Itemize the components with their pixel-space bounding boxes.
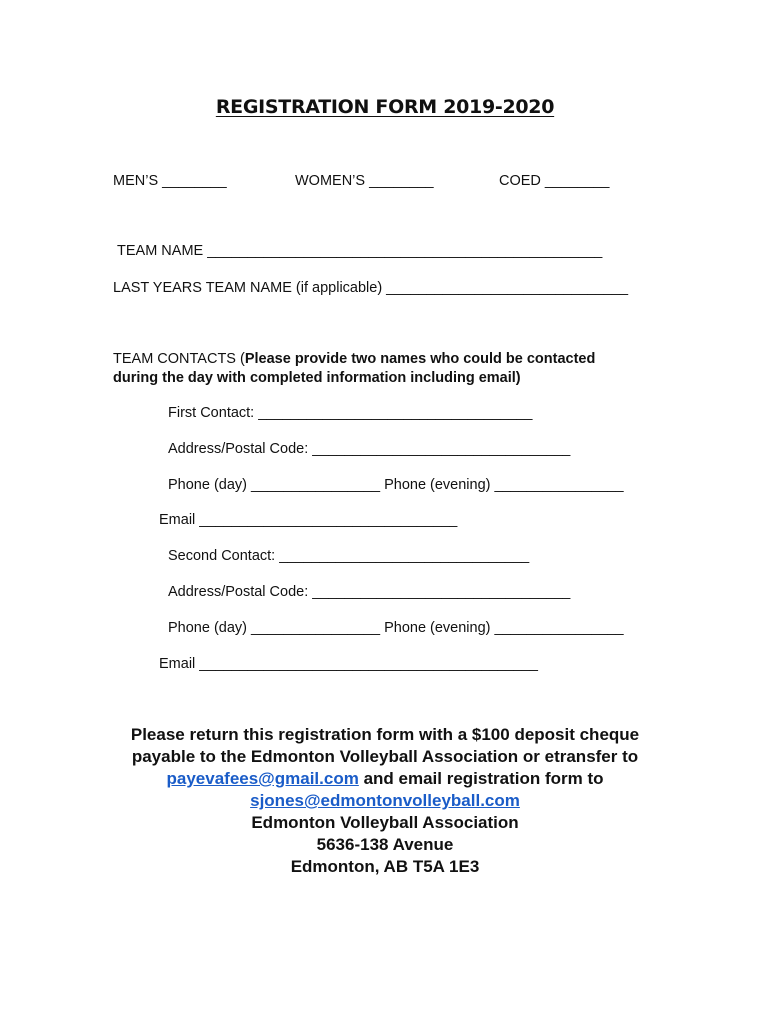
second-contact-name-field[interactable]: Second Contact: _______________________________ [168,548,530,564]
team-contacts-label: TEAM CONTACTS ( [113,351,245,367]
first-contact-email-field[interactable]: Email ________________________________ [159,512,458,528]
first-contact-phone-field[interactable]: Phone (day) ________________ Phone (evening) ________________ [168,477,624,493]
team-contacts-instructions-cont: during the day with completed information including email) [113,370,521,386]
return-instructions [0,724,770,878]
womens-division-field[interactable]: WOMEN’S ________ [295,173,434,189]
return-instructions-line1: Please return this registration form with a $100 deposit cheque [130,725,640,744]
second-contact-address-field[interactable]: Address/Postal Code: ________________________________ [168,584,571,600]
association-city: Edmonton, AB T5A 1E3 [290,857,480,876]
association-street: 5636-138 Avenue [316,835,454,854]
team-contacts-intro [113,351,595,367]
return-instructions-line3-text: and email registration form to [358,769,604,788]
registration-email-link[interactable]: sjones@edmontonvolleyball.com [250,791,520,810]
second-contact-email-field[interactable]: Email __________________________________________ [159,656,538,672]
first-contact-address-field[interactable]: Address/Postal Code: ________________________________ [168,441,571,457]
return-instructions-line2: payable to the Edmonton Volleyball Association or etransfer to [131,747,639,766]
mens-division-field[interactable]: MEN’S ________ [113,173,227,189]
page-title: REGISTRATION FORM 2019-2020 [215,96,555,118]
first-contact-name-field[interactable]: First Contact: __________________________________ [168,405,533,421]
second-contact-phone-field[interactable]: Phone (day) ________________ Phone (evening) ________________ [168,620,624,636]
association-name: Edmonton Volleyball Association [251,813,519,832]
payment-email-link[interactable]: payevafees@gmail.com [166,769,359,788]
last-years-team-name-field[interactable]: LAST YEARS TEAM NAME (if applicable) ______________________________ [113,280,629,296]
team-contacts-instructions: Please provide two names who could be contacted [244,351,596,367]
return-instructions-line3 [0,768,770,790]
team-name-field[interactable]: TEAM NAME _________________________________________________ [117,243,603,259]
coed-division-field[interactable]: COED ________ [499,173,610,189]
